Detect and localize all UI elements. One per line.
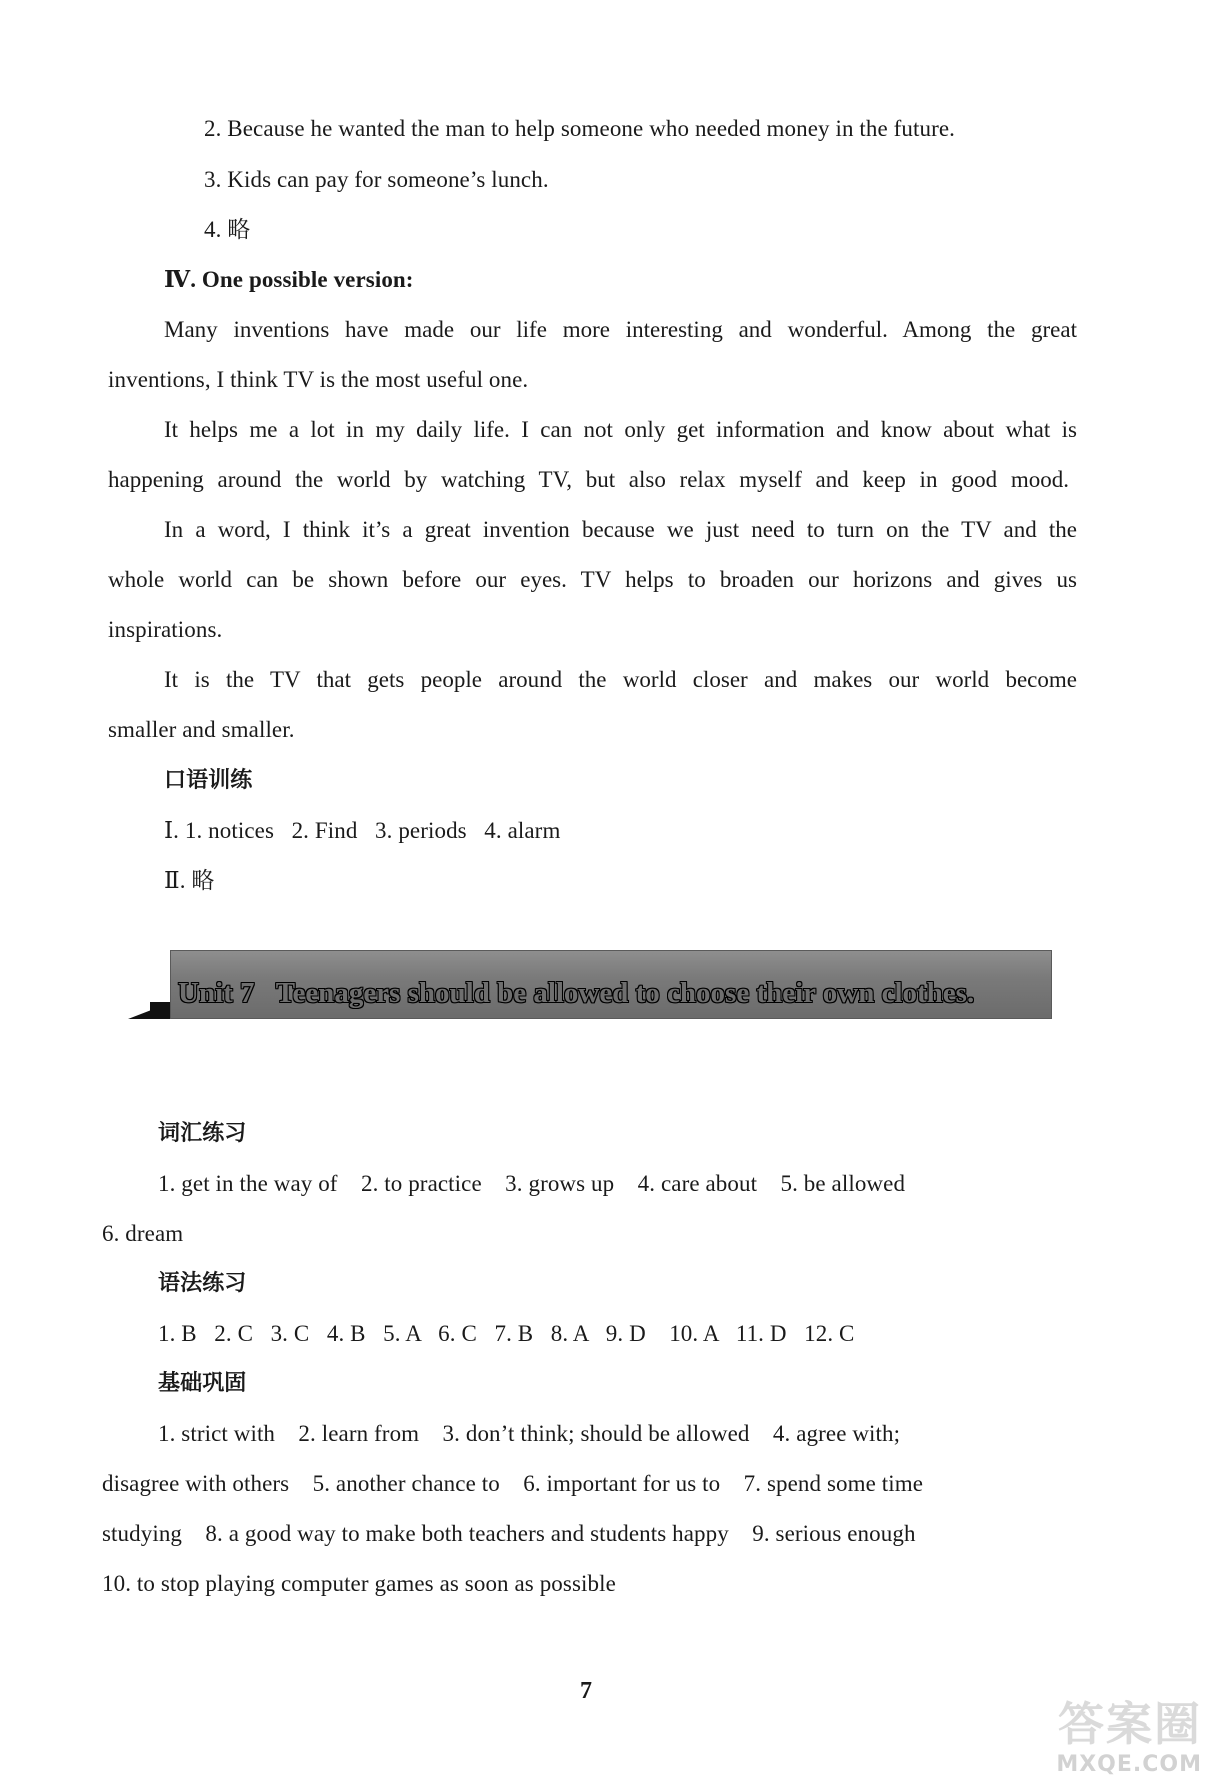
grammar-heading: 语法练习 xyxy=(158,1271,247,1296)
essay-para1-line2: inventions, I think TV is the most useful one. xyxy=(108,367,529,392)
essay-para3-line1: In a word, I think it’s a great invention because we just need to turn on the TV and the xyxy=(164,517,1077,542)
page-number: 7 xyxy=(580,1678,592,1704)
basics-answers-1: 1. strict with 2. learn from 3. don’t think; should be allowed 4. agree with; xyxy=(158,1421,901,1446)
unit-title: Unit 7 Teenagers should be allowed to choose their own clothes. xyxy=(178,977,975,1009)
essay-para4-line1: It is the TV that gets people around the world closer and makes our world become xyxy=(164,667,1077,692)
answer-item-4: 4. 略 xyxy=(204,217,251,242)
essay-para3-line2: whole world can be shown before our eyes. TV helps to broaden our horizons and gives us xyxy=(108,567,1077,592)
essay-para2-line1: It helps me a lot in my daily life. I can not only get information and know about what is xyxy=(164,417,1077,442)
basics-answers-2: disagree with others 5. another chance to 6. important for us to 7. spend some time xyxy=(102,1471,924,1496)
essay-para1-line1: Many inventions have made our life more interesting and wonderful. Among the great xyxy=(164,317,1077,342)
watermark-top: 答案圈 xyxy=(1058,1697,1202,1751)
banner-tail-bar xyxy=(150,1002,172,1019)
watermark-bottom: MXQE.COM xyxy=(1056,1752,1202,1777)
essay-para2-line2: happening around the world by watching TV, but also relax myself and keep in good mood. xyxy=(108,467,1069,492)
watermark-logo xyxy=(1032,1696,1202,1788)
vocab-answers-2: 6. dream xyxy=(102,1221,184,1246)
vocab-answers-1: 1. get in the way of 2. to practice 3. grows up 4. care about 5. be allowed xyxy=(158,1171,906,1196)
oral-answers-2: Ⅱ. 略 xyxy=(164,868,215,893)
oral-answers-1: Ⅰ. 1. notices 2. Find 3. periods 4. alarm xyxy=(164,818,561,843)
answer-item-3: 3. Kids can pay for someone’s lunch. xyxy=(204,167,549,192)
essay-para3-line3: inspirations. xyxy=(108,617,223,642)
section-iv-heading: Ⅳ. One possible version: xyxy=(164,267,414,292)
vocab-heading: 词汇练习 xyxy=(158,1121,247,1146)
grammar-answers: 1. B 2. C 3. C 4. B 5. A 6. C 7. B 8. A 9. D 10. A 11. D 12. C xyxy=(158,1321,855,1346)
essay-para4-line2: smaller and smaller. xyxy=(108,717,295,742)
answer-item-2: 2. Because he wanted the man to help someone who needed money in the future. xyxy=(204,116,956,141)
oral-heading: 口语训练 xyxy=(164,768,253,793)
basics-answers-4: 10. to stop playing computer games as soon as possible xyxy=(102,1571,616,1596)
basics-answers-3: studying 8. a good way to make both teachers and students happy 9. serious enough xyxy=(102,1521,916,1546)
basics-heading: 基础巩固 xyxy=(158,1371,247,1396)
